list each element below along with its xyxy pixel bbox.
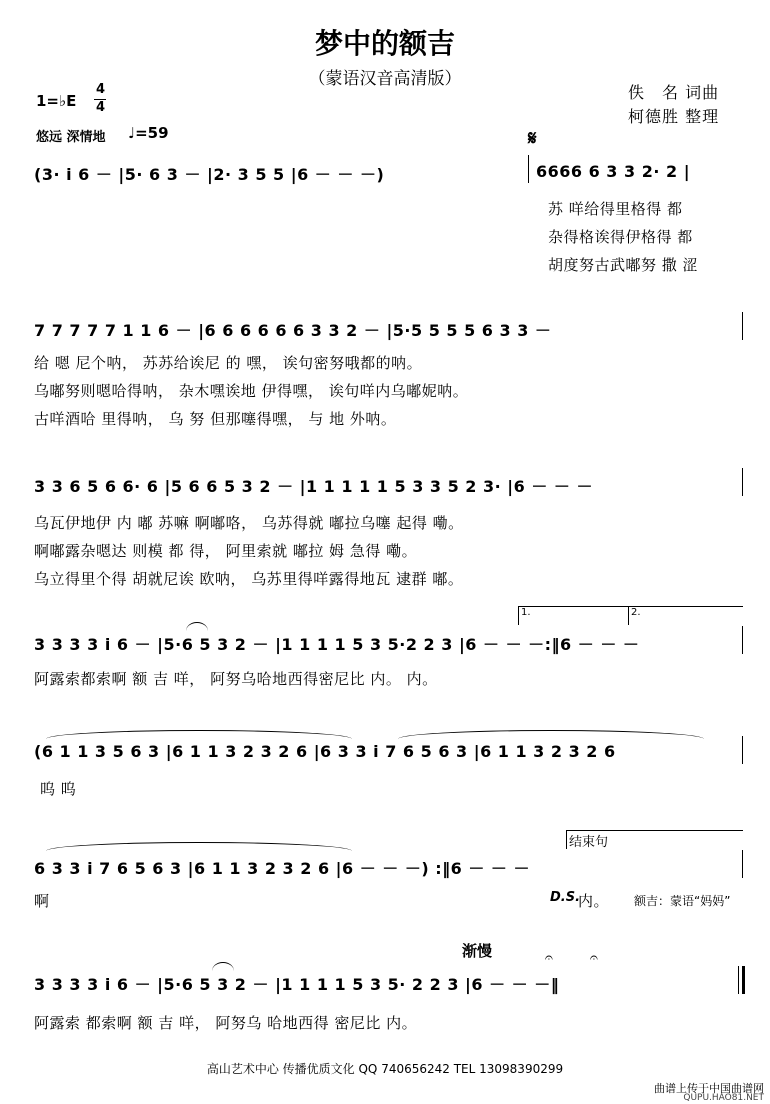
score-line-2-notes: 7 7 7 7 7 1 1 6 － |6 6 6 6 6 6 3 3 2 － |5·5 5 5 5 6 3 3 － xyxy=(34,321,552,340)
volta-first-ending: 1. xyxy=(518,606,629,625)
lyric-line-1-verse-3: 胡度努古武嘟努 撒 涩 xyxy=(548,256,699,274)
barline xyxy=(742,312,743,340)
lyric-line-3-verse-3: 乌立得里个得 胡就尼诶 欧呐， 乌苏里得咩露得地瓦 逮群 嘟。 xyxy=(34,570,464,588)
lyric-line-2-verse-1: 给 嗯 尼个呐， 苏苏给诶尼 的 嘿， 诶句密努哦都的呐。 xyxy=(34,354,423,372)
score-line-4-notes: 3 3 3 3 i 6 － |5·6 5 3 2 － |1 1 1 1 5 3 5·2 2 3 |6 － － －:‖6 － － － xyxy=(34,635,640,654)
fermata-icon: 𝄐 xyxy=(545,950,553,966)
lyric-line-2-verse-3: 古咩酒哈 里得呐， 乌 努 但那噻得嘿， 与 地 外呐。 xyxy=(34,410,397,428)
lyric-line-4: 阿露索都索啊 额 吉 咩， 阿努乌哈地西得密尼比 内。 内。 xyxy=(34,670,438,688)
lyric-line-3-verse-2: 啊嘟露杂嗯达 则模 都 得， 阿里索就 嘟拉 姆 急得 嘞。 xyxy=(34,542,418,560)
score-line-7-notes: 3 3 3 3 i 6 － |5·6 5 3 2 － |1 1 1 1 5 3 5· 2 2 3 |6 － － －‖ xyxy=(34,975,560,994)
direction-ritardando: 渐慢 xyxy=(462,942,493,960)
lyric-line-7: 阿露索 都索啊 额 吉 咩， 阿努乌 哈地西得 密尼比 内。 xyxy=(34,1014,418,1032)
ds-lyric: 内。 xyxy=(578,892,610,910)
slur-long xyxy=(46,842,352,851)
watermark-url: QUPU.HAO81.NET xyxy=(683,1093,764,1103)
footnote-eji: 额吉：蒙语“妈妈” xyxy=(634,894,731,908)
da-segno-mark: D.S. xyxy=(550,890,581,905)
score-line-1-notes-right: 6666 6 3 3 2· 2 | xyxy=(536,162,691,181)
key-signature: 1=♭E xyxy=(36,92,77,110)
slur-long xyxy=(46,730,352,739)
score-line-6-notes: 6 3 3 i 7 6 5 6 3 |6 1 1 3 2 3 2 6 |6 － － －) :‖6 － － － xyxy=(34,859,530,878)
lyric-line-3-verse-1: 乌瓦伊地伊 内 嘟 苏嘛 啊嘟咯， 乌苏得就 嘟拉乌噻 起得 嘞。 xyxy=(34,514,464,532)
page-title: 梦中的额吉 xyxy=(314,27,455,60)
barline xyxy=(742,736,743,764)
lyric-line-5: 呜 呜 xyxy=(40,780,77,798)
fermata-icon: 𝄐 xyxy=(590,950,598,966)
footer-credit: 高山艺术中心 传播优质文化 QQ 740656242 TEL 13098390299 xyxy=(206,1062,564,1076)
repeat-start-barline xyxy=(528,155,529,183)
barline xyxy=(742,850,743,878)
tempo-marking: ♩=59 xyxy=(128,124,169,142)
segno-sign: 𝄋 xyxy=(528,126,537,150)
lyric-line-1-verse-2: 杂得格诶得伊格得 都 xyxy=(548,228,693,246)
time-signature-top: 4 xyxy=(96,82,106,97)
lyric-line-2-verse-2: 乌嘟努则嗯哈得呐， 杂木嘿诶地 伊得嘿， 诶句咩内乌嘟妮呐。 xyxy=(34,382,469,400)
watermark-text: 曲谱上传于中国曲谱网 xyxy=(654,1082,764,1095)
time-signature-bottom: 4 xyxy=(96,100,106,115)
ending-label: 结束句 xyxy=(566,830,743,849)
slur xyxy=(212,962,234,971)
credit-arranger: 柯德胜 整理 xyxy=(628,107,720,126)
final-barline-thick xyxy=(742,966,745,994)
lyric-line-1-verse-1: 苏 咩给得里格得 都 xyxy=(548,200,683,218)
score-line-3-notes: 3 3 6 5 6 6· 6 |5 6 6 5 3 2 － |1 1 1 1 1 5 3 3 5 2 3· |6 － － － xyxy=(34,477,593,496)
score-line-1-notes: (3· i 6 － |5· 6 3 － |2· 3 5 5 |6 － － －) xyxy=(34,165,385,184)
lyric-line-6: 啊 xyxy=(34,892,50,910)
page-subtitle: （蒙语汉音高清版） xyxy=(308,69,462,89)
slur-long xyxy=(398,730,704,739)
score-line-5-notes: (6 1 1 3 5 6 3 |6 1 1 3 2 3 2 6 |6 3 3 i 7 6 5 6 3 |6 1 1 3 2 3 2 6 xyxy=(34,742,616,761)
barline xyxy=(742,468,743,496)
credit-composer: 佚 名 词曲 xyxy=(628,83,720,102)
volta-second-ending: 2. xyxy=(628,606,743,625)
tempo-text: 悠远 深情地 xyxy=(36,130,106,145)
final-barline-thin xyxy=(738,966,739,994)
barline xyxy=(742,626,743,654)
slur xyxy=(186,622,208,631)
